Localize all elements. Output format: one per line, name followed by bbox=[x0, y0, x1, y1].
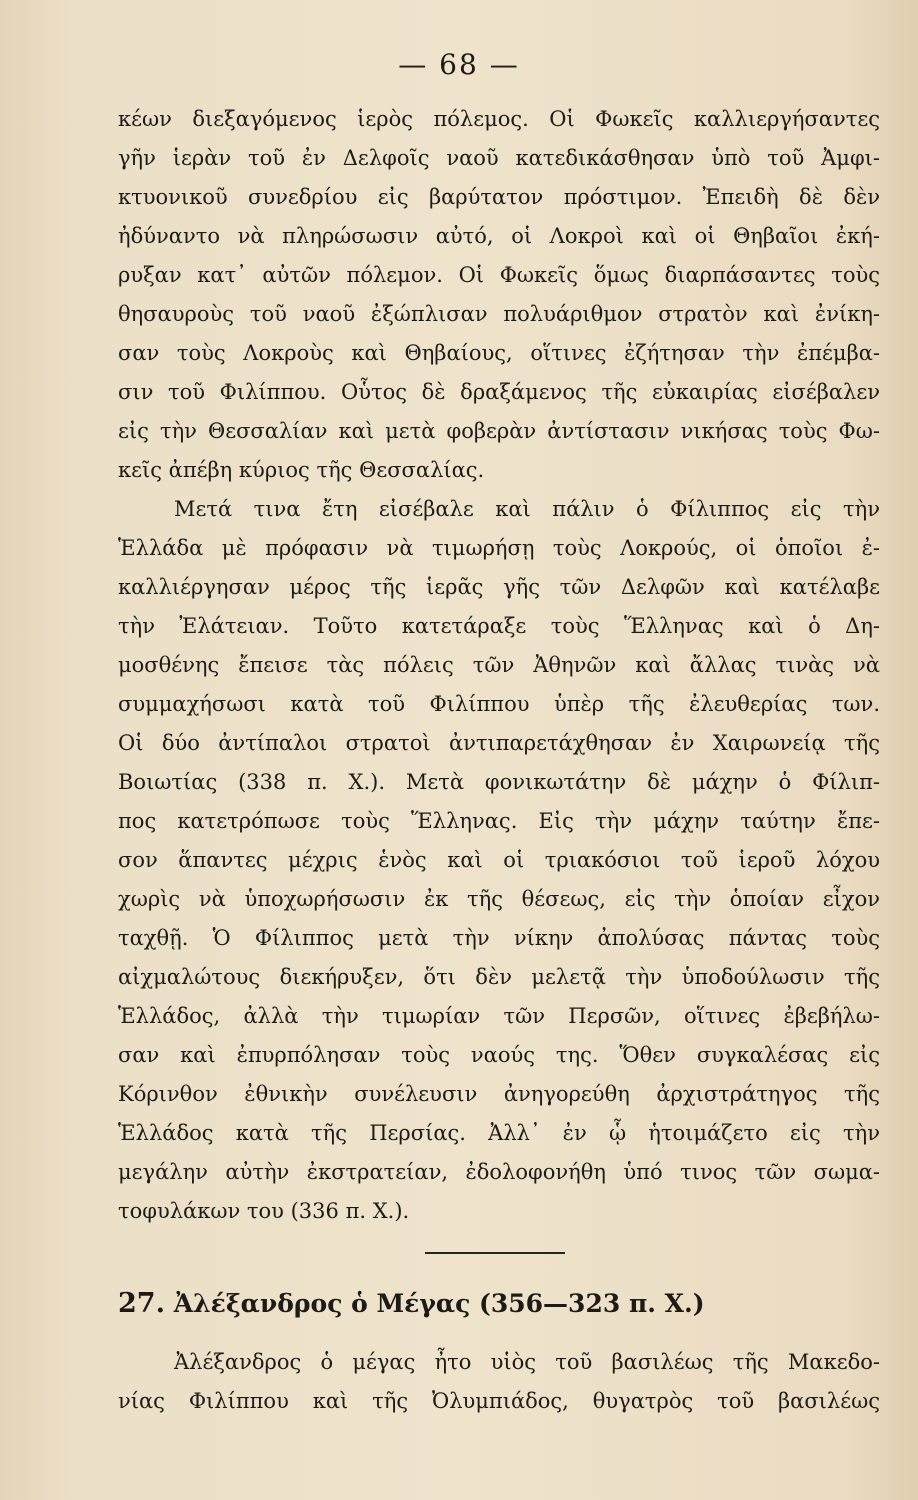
section-divider bbox=[425, 1252, 565, 1254]
text-line: χωρὶς νὰ ὑποχωρήσωσιν ἐκ τῆς θέσεως, εἰς τὴν ὁποίαν εἶχον bbox=[118, 887, 880, 911]
text-line: κεῖς ἀπέβη κύριος τῆς Θεσσαλίας. bbox=[118, 458, 485, 482]
section-heading bbox=[118, 1284, 880, 1324]
text-line: ρυξαν κατ᾿ αὐτῶν πόλεμον. Οἱ Φωκεῖς ὅμως διαρπάσαντες τοὺς bbox=[118, 263, 880, 287]
text-line: Ἑλλάδος κατὰ τῆς Περσίας. Ἀλλ᾿ ἐν ᾧ ἡτοιμάζετο εἰς τὴν bbox=[118, 1121, 880, 1145]
main-text bbox=[118, 100, 880, 1231]
text-line: σαν τοὺς Λοκροὺς καὶ Θηβαίους, οἵτινες ἐζήτησαν τὴν ἐπέμβα- bbox=[118, 341, 880, 365]
text-line: Ἑλλάδα μὲ πρόφασιν νὰ τιμωρήσῃ τοὺς Λοκρούς, οἱ ὁποῖοι ἐ- bbox=[118, 536, 880, 560]
text-line: κτυονικοῦ συνεδρίου εἰς βαρύτατον πρόστιμον. Ἐπειδὴ δὲ δὲν bbox=[118, 185, 880, 209]
text-line: πος κατετρόπωσε τοὺς Ἕλληνας. Εἰς τὴν μάχην ταύτην ἔπε- bbox=[118, 809, 880, 833]
section-title: Ἀλέξανδρος ὁ Μέγας (356—323 π. Χ.) bbox=[173, 1289, 705, 1318]
text-line: Κόρινθον ἐθνικὴν συνέλευσιν ἀνηγορεύθη ἀρχιστράτηγος τῆς bbox=[118, 1082, 880, 1106]
text-line: αἰχμαλώτους διεκήρυξεν, ὅτι δὲν μελετᾷ τὴν ὑποδούλωσιν τῆς bbox=[118, 965, 880, 989]
text-line: Οἱ δύο ἀντίπαλοι στρατοὶ ἀντιπαρετάχθησαν ἐν Χαιρωνείᾳ τῆς bbox=[118, 731, 880, 755]
text-line: τὴν Ἐλάτειαν. Τοῦτο κατετάραξε τοὺς Ἕλληνας καὶ ὁ Δη- bbox=[118, 614, 880, 638]
text-line: Βοιωτίας (338 π. Χ.). Μετὰ φονικωτάτην δὲ μάχην ὁ Φίλιπ- bbox=[118, 770, 880, 794]
text-line: εἰς τὴν Θεσσαλίαν καὶ μετὰ φοβερὰν ἀντίστασιν νικήσας τοὺς Φω- bbox=[118, 419, 880, 443]
text-line: Ἑλλάδος, ἀλλὰ τὴν τιμωρίαν τῶν Περσῶν, οἵτινες ἐβεβήλω- bbox=[118, 1004, 880, 1028]
text-line: κέων διεξαγόμενος ἱερὸς πόλεμος. Οἱ Φωκεῖς καλλιεργήσαντες bbox=[118, 107, 880, 131]
text-line: μεγάλην αὐτὴν ἐκστρατείαν, ἐδολοφονήθη ὑπό τινος τῶν σωμα- bbox=[118, 1160, 880, 1184]
text-line: θησαυροὺς τοῦ ναοῦ ἐξώπλισαν πολυάριθμον στρατὸν καὶ ἐνίκη- bbox=[118, 302, 880, 326]
text-line: ἠδύναντο νὰ πληρώσωσιν αὐτό, οἱ Λοκροὶ καὶ οἱ Θηβαῖοι ἐκή- bbox=[118, 224, 880, 248]
text-line: Μετά τινα ἔτη εἰσέβαλε καὶ πάλιν ὁ Φίλιππος εἰς τὴν bbox=[174, 497, 880, 521]
text-line: σον ἅπαντες μέχρις ἑνὸς καὶ οἱ τριακόσιοι τοῦ ἱεροῦ λόχου bbox=[118, 848, 880, 872]
text-line: ταχθῇ. Ὁ Φίλιππος μετὰ τὴν νίκην ἀπολύσας πάντας τοὺς bbox=[118, 926, 880, 950]
paragraph-3 bbox=[118, 1343, 880, 1421]
text-line: γῆν ἱερὰν τοῦ ἐν Δελφοῖς ναοῦ κατεδικάσθησαν ὑπὸ τοῦ Ἀμφι- bbox=[118, 146, 880, 170]
text-line: Ἀλέξανδρος ὁ μέγας ἦτο υἱὸς τοῦ βασιλέως τῆς Μακεδο- bbox=[174, 1350, 880, 1374]
text-line: σαν καὶ ἐπυρπόλησαν τοὺς ναούς της. Ὅθεν συγκαλέσας εἰς bbox=[118, 1043, 880, 1067]
text-line: συμμαχήσωσι κατὰ τοῦ Φιλίππου ὑπὲρ τῆς ἐλευθερίας των. bbox=[118, 692, 880, 716]
text-line: τοφυλάκων του (336 π. Χ.). bbox=[118, 1199, 410, 1223]
paragraph-2 bbox=[118, 490, 880, 1231]
text-line: νίας Φιλίππου καὶ τῆς Ὀλυμπιάδος, θυγατρὸς τοῦ βασιλέως bbox=[118, 1389, 880, 1413]
section-number: 27. bbox=[118, 1288, 165, 1319]
page-number: — 68 — bbox=[398, 48, 520, 81]
text-line: σιν τοῦ Φιλίππου. Οὗτος δὲ δραξάμενος τῆς εὐκαιρίας εἰσέβαλεν bbox=[118, 380, 880, 404]
text-line: μοσθένης ἔπεισε τὰς πόλεις τῶν Ἀθηνῶν καὶ ἄλλας τινὰς νὰ bbox=[118, 653, 880, 677]
text-line: καλλιέργησαν μέρος τῆς ἱερᾶς γῆς τῶν Δελφῶν καὶ κατέλαβε bbox=[118, 575, 880, 599]
paragraph-1 bbox=[118, 100, 880, 490]
